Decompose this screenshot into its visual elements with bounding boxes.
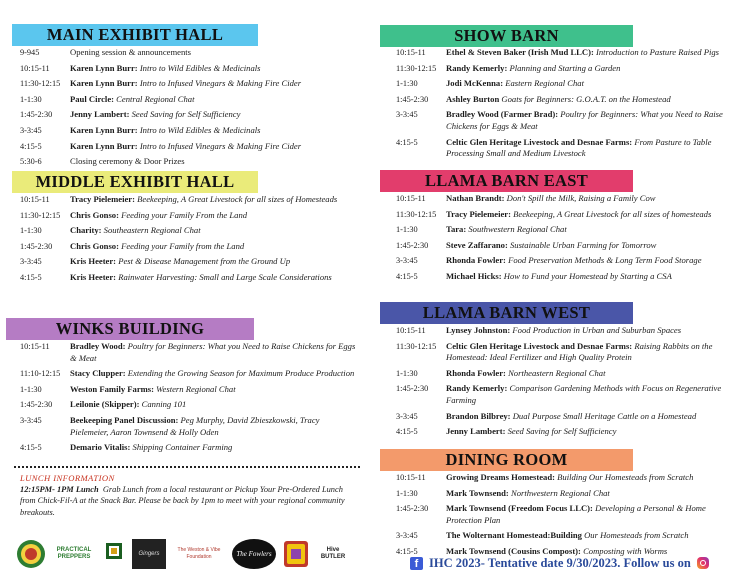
presenter-name: Mark Townsend (Cousins Compost): xyxy=(446,545,581,556)
session-description xyxy=(70,47,360,59)
session-topic: Seed Saving for Self Sufficiency xyxy=(131,109,241,120)
schedule-row xyxy=(20,141,360,153)
schedule-row xyxy=(20,210,360,222)
session-time: 1-1:30 xyxy=(396,79,418,89)
session-topic: Food Preservation Methods & Long Term Food Storage xyxy=(508,255,702,266)
section-header-dining-room: DINING ROOM xyxy=(380,449,633,471)
footer-text: IHC 2023- Tentative date 9/30/2023. Follow us on xyxy=(429,555,691,570)
schedule-llama-barn-east xyxy=(396,193,742,287)
session-topic: Intro to Infused Vinegars & Making Fire Cider xyxy=(139,140,302,151)
schedule-row xyxy=(20,442,360,454)
presenter-name: Weston Family Farms: xyxy=(70,383,155,394)
session-time: 11:10-12:15 xyxy=(20,369,61,379)
session-description xyxy=(70,210,360,222)
session-topic: Our Homesteads from Scratch xyxy=(584,530,689,541)
schedule-row xyxy=(396,137,742,160)
session-time: 10:15-11 xyxy=(20,63,50,73)
presenter-name: Ethel & Steven Baker (Irish Mud LLC): xyxy=(446,47,594,57)
schedule-row xyxy=(20,384,360,396)
session-description xyxy=(70,109,360,121)
presenter-name: Karen Lynn Burr: xyxy=(70,78,138,89)
badge-logo xyxy=(282,539,310,569)
lunch-info xyxy=(20,473,360,518)
session-time: 3-3:45 xyxy=(396,256,418,266)
session-description xyxy=(446,472,742,484)
presenter-name: Celtic Glen Heritage Livestock and Desnae Farms: xyxy=(446,340,633,351)
schedule-row xyxy=(20,109,360,121)
session-time: 1:45-2:30 xyxy=(396,240,429,250)
schedule-row xyxy=(20,399,360,411)
session-topic: Central Regional Chat xyxy=(116,93,195,104)
schedule-row xyxy=(396,368,742,380)
schedule-row xyxy=(396,503,742,526)
session-time: 1-1:30 xyxy=(396,225,418,235)
lunch-divider xyxy=(14,466,360,468)
session-time: 11:30-12:15 xyxy=(396,341,437,351)
presenter-name: Celtic Glen Heritage Livestock and Desnae Farms: xyxy=(446,136,633,147)
schedule-row xyxy=(396,109,742,132)
session-topic: Beekeeping, A Great Livestock for all sizes of homesteads xyxy=(513,208,712,219)
session-topic: Seed Saving for Self Sufficiency xyxy=(507,426,617,437)
schedule-row xyxy=(20,78,360,90)
session-topic: Western Regional Chat xyxy=(156,383,236,394)
session-topic: How to Fund your Homestead by Starting a CSA xyxy=(503,270,672,281)
session-description xyxy=(70,272,360,284)
session-topic: Rainwater Harvesting: Small and Large Scale Considerations xyxy=(118,271,332,282)
hive-butler-logo xyxy=(316,539,350,569)
presenter-name: Jenny Lambert: xyxy=(70,109,130,120)
session-description xyxy=(446,78,742,90)
gingers-logo xyxy=(132,539,166,569)
schedule-row xyxy=(20,156,360,168)
session-topic: Don't Spill the Milk, Raising a Family Cow xyxy=(506,193,656,203)
session-time: 11:30-12:15 xyxy=(396,209,437,219)
schedule-row xyxy=(20,194,360,206)
presenter-name: Nathan Brandt: xyxy=(446,193,505,203)
session-topic: Canning 101 xyxy=(141,399,187,410)
row-gap xyxy=(20,454,360,458)
session-description xyxy=(70,384,360,396)
presenter-name: Karen Lynn Burr: xyxy=(70,62,138,73)
schedule-row xyxy=(396,488,742,500)
session-topic: Sustainable Urban Farming for Tomorrow xyxy=(509,239,657,250)
lunch-text: Grab Lunch from a local restaurant or Pickup Your Pre-Ordered Lunch from Chick-Fil-A at the Snack Bar. Please be back by 1pm to meet with your regional community breakouts. xyxy=(20,485,345,517)
tree-logo-text: The Fowlers xyxy=(236,549,272,558)
session-time: 4:15-5 xyxy=(20,141,42,151)
session-topic: Comparison Gardening Methods with Focus on Regenerative Farming xyxy=(446,383,722,405)
session-time: 9-945 xyxy=(20,48,40,57)
session-topic: Dual Purpose Small Heritage Cattle on a Homestead xyxy=(512,410,697,421)
session-topic: Northwestern Regional Chat xyxy=(510,487,610,498)
session-description xyxy=(446,503,742,526)
session-time: 1:45-2:30 xyxy=(396,384,429,394)
session-time: 4:15-5 xyxy=(20,272,42,282)
lunch-time: 12:15PM- 1PM Lunch xyxy=(20,485,99,494)
footer xyxy=(410,554,709,572)
row-gap xyxy=(396,160,742,164)
presenter-name: Jodi McKenna: xyxy=(446,78,504,89)
session-topic: Pest & Disease Management from the Ground Up xyxy=(118,256,291,267)
session-time: 3-3:45 xyxy=(20,415,42,425)
presenter-name: Randy Kemerly: xyxy=(446,62,508,73)
session-topic: Intro to Wild Edibles & Medicinals xyxy=(139,62,261,73)
schedule-row xyxy=(20,341,360,364)
schedule-row xyxy=(396,426,742,438)
schedule-row xyxy=(396,47,742,59)
presenter-name: Charity: xyxy=(70,225,102,236)
session-description xyxy=(446,224,742,236)
schedule-row xyxy=(396,325,742,337)
session-time: 10:15-11 xyxy=(20,195,50,204)
presenter-name: Jenny Lambert: xyxy=(446,426,506,437)
presenter-name: Tracy Pielemeier: xyxy=(446,208,511,219)
schedule-row xyxy=(396,63,742,75)
section-header-show-barn: SHOW BARN xyxy=(380,25,633,47)
row-gap xyxy=(20,284,360,288)
session-description xyxy=(446,271,742,283)
presenter-name: Chris Gonso: xyxy=(70,209,119,220)
session-description xyxy=(446,530,742,542)
schedule-row xyxy=(20,94,360,106)
session-description xyxy=(446,47,742,59)
session-topic: Composting with Worms xyxy=(583,545,668,556)
session-time: 5:30-6 xyxy=(20,157,42,167)
session-time: 10:15-11 xyxy=(20,342,50,351)
session-description xyxy=(446,368,742,380)
session-time: 10:15-11 xyxy=(396,473,426,482)
presenter-name: Tracy Pielemeier: xyxy=(70,194,135,204)
session-time: 10:15-11 xyxy=(396,194,426,203)
section-header-winks-building: WINKS BUILDING xyxy=(6,318,254,340)
session-topic: Food Production in Urban and Suburban Spaces xyxy=(512,325,682,335)
presenter-name: Michael Hicks: xyxy=(446,270,502,281)
session-description xyxy=(446,109,742,132)
presenter-name: Brandon Bilbrey: xyxy=(446,410,511,421)
presenter-name: Rhonda Fowler: xyxy=(446,255,506,266)
session-text: Opening session & announcements xyxy=(70,47,192,57)
schedule-row xyxy=(396,271,742,283)
sponsor-logos xyxy=(16,534,376,574)
presenter-name: Steve Zaffarano: xyxy=(446,239,508,250)
session-description xyxy=(446,94,742,106)
presenter-name: Kris Heeter: xyxy=(70,256,117,267)
session-time: 1:45-2:30 xyxy=(396,504,429,514)
session-topic: From Pasture to Table Processing Small and Medium Livestock xyxy=(446,136,712,159)
session-description xyxy=(446,383,742,406)
session-text: Closing ceremony & Door Prizes xyxy=(70,156,185,167)
session-time: 1:45-2:30 xyxy=(20,400,53,410)
session-description xyxy=(446,325,742,337)
session-description xyxy=(70,256,360,268)
schedule-winks-building xyxy=(20,341,360,458)
session-description xyxy=(70,415,360,438)
instagram-icon[interactable] xyxy=(697,557,709,569)
schedule-row xyxy=(20,125,360,137)
session-description xyxy=(446,137,742,160)
session-time: 11:30-12:15 xyxy=(396,63,437,73)
presenter-name: Growing Dreams Homestead: xyxy=(446,472,555,482)
schedule-row xyxy=(20,272,360,284)
session-time: 1:45-2:30 xyxy=(20,241,53,251)
session-topic: Developing a Personal & Home Protection Plan xyxy=(446,503,706,525)
session-topic: Eastern Regional Chat xyxy=(505,78,584,89)
foundation-logo xyxy=(172,539,226,569)
lunch-title: LUNCH INFORMATION xyxy=(20,473,115,483)
session-time: 3-3:45 xyxy=(396,110,418,120)
session-description xyxy=(70,442,360,454)
session-time: 11:30-12:15 xyxy=(20,79,61,89)
presenter-name: Stacy Clupper: xyxy=(70,368,126,379)
schedule-main-exhibit-hall xyxy=(20,47,360,172)
session-topic: Feeding your Family from the Land xyxy=(121,240,245,251)
presenter-name: Kris Heeter: xyxy=(70,271,117,282)
presenter-name: Randy Kemerly: xyxy=(446,383,508,394)
schedule-row xyxy=(396,240,742,252)
row-gap xyxy=(396,438,742,442)
session-topic: Peg Murphy, David Zbieszkowski, Tracy Pielemeier, Aaron Townsend & Holly Oden xyxy=(70,414,320,437)
presenter-name: Ashley Burton xyxy=(446,93,500,104)
session-description xyxy=(446,193,742,205)
session-topic: Raising Rabbits on the Homestead: Ideal Fertilizer and High Quality Protein xyxy=(446,340,713,363)
session-topic: Poultry for Beginners: What you Need to Raise Chickens for Eggs & Meat xyxy=(70,341,356,363)
session-topic: Feeding your Family From the Land xyxy=(121,209,248,220)
presenter-name: Leilonie (Skipper): xyxy=(70,399,140,410)
session-time: 1-1:30 xyxy=(396,488,418,498)
presenter-name: The Wolternant Homestead:Building xyxy=(446,530,582,541)
schedule-row xyxy=(20,241,360,253)
hive-butler-logo-text: Hive BUTLER xyxy=(320,547,346,560)
session-topic: Building Our Homesteads from Scratch xyxy=(557,472,694,482)
schedule-row xyxy=(396,472,742,484)
session-description xyxy=(70,156,360,168)
presenter-name: Bradley Wood (Farmer Brad): xyxy=(446,109,559,120)
session-topic: Southeastern Regional Chat xyxy=(103,225,201,236)
lunch-body xyxy=(20,484,360,518)
presenter-name: Lynsey Johnston: xyxy=(446,325,511,335)
presenter-name: Paul Circle: xyxy=(70,93,114,104)
session-description xyxy=(70,368,360,380)
session-time: 3-3:45 xyxy=(396,531,418,541)
section-header-middle-exhibit-hall: MIDDLE EXHIBIT HALL xyxy=(12,171,258,193)
facebook-icon[interactable]: f xyxy=(410,557,423,570)
session-time: 4:15-5 xyxy=(396,137,418,147)
session-description xyxy=(70,94,360,106)
session-time: 4:15-5 xyxy=(396,271,418,281)
session-description xyxy=(446,255,742,267)
session-time: 3-3:45 xyxy=(396,411,418,421)
session-topic: Extending the Growing Season for Maximum Produce Production xyxy=(127,368,355,379)
session-description xyxy=(70,125,360,137)
session-topic: Northeastern Regional Chat xyxy=(508,367,606,378)
schedule-row xyxy=(396,383,742,406)
session-topic: Goats for Beginners: G.O.A.T. on the Homestead xyxy=(501,93,671,104)
schedule-row xyxy=(396,530,742,542)
session-topic: Southwestern Regional Chat xyxy=(468,224,567,235)
schedule-show-barn xyxy=(396,47,742,164)
schedule-row xyxy=(20,256,360,268)
schedule-row xyxy=(396,209,742,221)
schedule-row xyxy=(20,225,360,237)
presenter-name: Karen Lynn Burr: xyxy=(70,124,138,135)
presenter-name: Rhonda Fowler: xyxy=(446,367,506,378)
session-description xyxy=(70,141,360,153)
tree-logo xyxy=(232,539,276,569)
session-description xyxy=(70,399,360,411)
schedule-dining-room xyxy=(396,472,742,562)
session-description xyxy=(70,63,360,75)
schedule-row xyxy=(396,94,742,106)
session-time: 3-3:45 xyxy=(20,257,42,267)
session-topic: Introduction to Pasture Raised Pigs xyxy=(596,47,720,57)
session-time: 1-1:30 xyxy=(396,368,418,378)
gingers-logo-text: Gingers xyxy=(138,550,160,557)
schedule-row xyxy=(20,415,360,438)
session-time: 4:15-5 xyxy=(396,546,418,556)
session-description xyxy=(446,209,742,221)
session-description xyxy=(70,194,360,206)
schedule-row xyxy=(396,411,742,423)
schedule-row xyxy=(396,78,742,90)
session-topic: Poultry for Beginners: What you Need to Raise Chickens for Eggs & Meat xyxy=(446,109,723,131)
schedule-row xyxy=(396,224,742,236)
preppers-logo-text: PRACTICAL PREPPERS xyxy=(56,547,92,560)
presenter-name: Tara: xyxy=(446,224,467,235)
session-description xyxy=(70,78,360,90)
schedule-row xyxy=(20,47,360,59)
session-time: 4:15-5 xyxy=(396,427,418,437)
section-header-llama-barn-west: LLAMA BARN WEST xyxy=(380,302,633,324)
session-description xyxy=(446,63,742,75)
section-header-llama-barn-east: LLAMA BARN EAST xyxy=(380,170,633,192)
schedule-llama-barn-west xyxy=(396,325,742,442)
session-topic: Intro to Wild Edibles & Medicinals xyxy=(139,124,261,135)
schedule-row xyxy=(396,341,742,364)
session-time: 10:15-11 xyxy=(396,48,426,57)
presenter-name: Karen Lynn Burr: xyxy=(70,140,138,151)
session-time: 1:45-2:30 xyxy=(20,110,53,120)
presenter-name: Mark Townsend (Freedom Focus LLC): xyxy=(446,503,593,514)
session-description xyxy=(446,488,742,500)
schedule-row xyxy=(396,255,742,267)
session-description xyxy=(70,341,360,364)
session-time: 1-1:30 xyxy=(20,226,42,236)
presenter-name: Chris Gonso: xyxy=(70,240,119,251)
session-time: 4:15-5 xyxy=(20,443,42,453)
foundation-logo-text: The Weston & Vibe Foundation xyxy=(177,547,221,560)
session-description xyxy=(446,411,742,423)
session-time: 1-1:30 xyxy=(20,384,42,394)
session-description xyxy=(446,240,742,252)
schedule-row xyxy=(396,193,742,205)
session-topic: Intro to Infused Vinegars & Making Fire Cider xyxy=(139,78,302,89)
session-description xyxy=(70,225,360,237)
presenter-name: Beekeeping Panel Discussion: xyxy=(70,414,179,425)
session-time: 11:30-12:15 xyxy=(20,210,61,220)
schedule-row xyxy=(20,63,360,75)
session-description xyxy=(446,426,742,438)
session-topic: Shipping Container Farming xyxy=(132,442,233,453)
section-header-main-exhibit-hall: MAIN EXHIBIT HALL xyxy=(12,24,258,46)
row-gap xyxy=(396,283,742,287)
preppers-logo xyxy=(52,539,96,569)
session-topic: Beekeeping, A Great Livestock for all sizes of Homesteads xyxy=(137,194,338,204)
schedule-middle-exhibit-hall xyxy=(20,194,360,288)
session-time: 1:45-2:30 xyxy=(396,94,429,104)
schedule-row xyxy=(20,368,360,380)
session-description xyxy=(446,341,742,364)
session-time: 3-3:45 xyxy=(20,125,42,135)
session-time: 10:15-11 xyxy=(396,326,426,335)
presenter-name: Bradley Wood: xyxy=(70,341,126,351)
session-description xyxy=(70,241,360,253)
greenhouse-logo xyxy=(102,539,126,569)
presenter-name: Demario Vitalis: xyxy=(70,442,131,453)
session-time: 1-1:30 xyxy=(20,94,42,104)
presenter-name: Mark Townsend: xyxy=(446,487,509,498)
round-seal-logo xyxy=(16,539,46,569)
session-topic: Planning and Starting a Garden xyxy=(509,62,621,73)
